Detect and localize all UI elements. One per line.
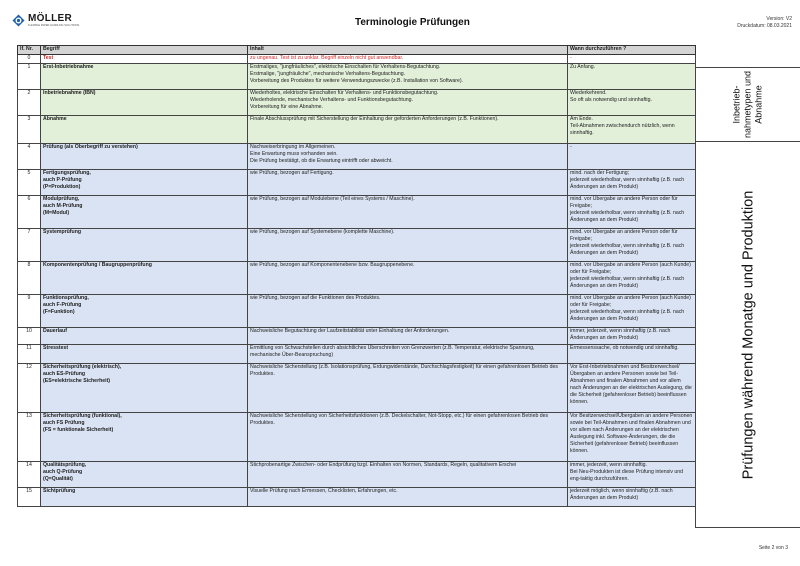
page-number: Seite 2 von 3: [758, 545, 788, 551]
content-cell: wie Prüfung, bezogen auf Systemebene (komplette Maschine).: [248, 229, 568, 262]
term-cell: Test: [41, 55, 248, 64]
content-cell: Ermittlung von Schwachstellen durch absichtliches Überschreiten von Grenzwerten (z.B. Temperatur, elektrische Spannung, mechanische Über-Beanspruchung): [248, 345, 568, 364]
print-date: Druckdatum: 08.03.2021: [737, 23, 792, 29]
table-row: [18, 90, 696, 116]
page-title: Terminologie Prüfungen: [355, 17, 470, 28]
term-cell: Stresstest: [41, 345, 248, 364]
content-cell: wie Prüfung, bezogen auf die Funktionen des Produktes.: [248, 295, 568, 328]
table-row: [18, 170, 696, 196]
table-row: [18, 295, 696, 328]
table-row: [18, 55, 696, 64]
when-cell: mind. vor Übergabe an andere Person oder für Freigabe; jederzeit wiederholbar, wenn sinnhaftig (z.B. nach Änderungen an dem Produkt): [568, 229, 696, 262]
content-cell: wie Prüfung, bezogen auf Modulebene (Teil eines Systems / Maschine).: [248, 196, 568, 229]
term-cell: Sichtprüfung: [41, 488, 248, 507]
row-number: 2: [18, 90, 41, 116]
column-header-content: Inhalt: [248, 46, 568, 55]
row-number: 6: [18, 196, 41, 229]
when-cell: -: [568, 55, 696, 64]
term-cell: Prüfung (als Oberbegriff zu verstehen): [41, 144, 248, 170]
when-cell: Am Ende. Teil-Abnahmen zwischendurch nützlich, wenn sinnhaftig.: [568, 116, 696, 144]
content-cell: zu ungenau. Test ist zu unklar. Begriff einzeln nicht gut anwendbar.: [248, 55, 568, 64]
group-commissioning-label: Inbetrieb-nahmetypen und Abnahme: [731, 70, 764, 139]
when-cell: Vor Erst-Inbetriebnahmen und Besitzerwechsel/Übergaben an andere Personen sowie bei Teil-Abnahmen und finalen Abnahmen und vor allem nach Änderungen an der elektrischen Auslegung, die die Sicherheit (gefahrenloser Betrieb) beeinflussen können.: [568, 364, 696, 413]
row-number: 5: [18, 170, 41, 196]
table-row: [18, 328, 696, 345]
table-row: [18, 345, 696, 364]
row-number: 11: [18, 345, 41, 364]
row-number: 10: [18, 328, 41, 345]
table-row: [18, 413, 696, 462]
row-number: 15: [18, 488, 41, 507]
term-cell: Abnahme: [41, 116, 248, 144]
when-cell: Wiederkehrend. So oft als notwendig und sinnhaftig.: [568, 90, 696, 116]
when-cell: Ermessenssache, ob notwendig und sinnhaftig.: [568, 345, 696, 364]
row-number: 12: [18, 364, 41, 413]
content-cell: Finale Abschlussprüfung mit Sicherstellung der Einhaltung der geforderten Anforderungen (z.B. Funktionen).: [248, 116, 568, 144]
logo-icon: [12, 14, 25, 27]
content-cell: wie Prüfung, bezogen auf Komponentenebene bzw. Baugruppenebene.: [248, 262, 568, 295]
when-cell: -: [568, 144, 696, 170]
row-number: 0: [18, 55, 41, 64]
row-number: 3: [18, 116, 41, 144]
column-header-term: Begriff: [41, 46, 248, 55]
term-cell: Sicherheitsprüfung (funktional), auch FS Prüfung (FS = funktionale Sicherheit): [41, 413, 248, 462]
group-production-label: Prüfungen während Monatge und Produktion: [740, 190, 756, 479]
table-row: [18, 144, 696, 170]
logo-tagline: FLEXIBLE PAPER HANDLING SOLUTIONS: [28, 24, 80, 27]
column-header-when: Wann durchzuführen ?: [568, 46, 696, 55]
table-row: [18, 488, 696, 507]
document-meta: [737, 16, 792, 30]
term-cell: Modulprüfung, auch M-Prüfung (M=Modul): [41, 196, 248, 229]
content-cell: Nachweisliche Begutachtung der Laufzeitstabilität unter Einhaltung der Anforderungen.: [248, 328, 568, 345]
when-cell: mind. vor Übergabe an andere Person (auch Kunde) oder für Freigabe; jederzeit wiederholbar, wenn sinnhaftig (z.B. nach Änderungen an dem Produkt): [568, 262, 696, 295]
row-number: 1: [18, 64, 41, 90]
term-cell: Fertigungsprüfung, auch P-Prüfung (P=Produktion): [41, 170, 248, 196]
version-label: Version: V2: [766, 16, 792, 22]
term-cell: Komponentenprüfung / Baugruppenprüfung: [41, 262, 248, 295]
table-row: [18, 262, 696, 295]
row-number: 13: [18, 413, 41, 462]
table-row: [18, 196, 696, 229]
row-number: 7: [18, 229, 41, 262]
when-cell: mind. vor Übergabe an andere Person (auch Kunde) oder für Freigabe; jederzeit wiederholbar, wenn sinnhaftig (z.B. nach Änderungen an dem Produkt): [568, 295, 696, 328]
content-cell: Nachweiserbringung im Allgemeinen. Eine Erwartung muss vorhanden sein. Die Prüfung bestätigt, ob die Erwartung eintrifft oder abweicht.: [248, 144, 568, 170]
term-cell: Sicherheitsprüfung (elektrisch), auch ES-Prüfung (ES=elektrische Sicherheit): [41, 364, 248, 413]
term-cell: Funktionsprüfung, auch F-Prüfung (F=Funktion): [41, 295, 248, 328]
term-cell: Systemprüfung: [41, 229, 248, 262]
table-row: [18, 229, 696, 262]
row-number: 9: [18, 295, 41, 328]
term-cell: Erst-Inbetriebnahme: [41, 64, 248, 90]
column-header-nr: lf. Nr.: [18, 46, 41, 55]
row-number: 14: [18, 462, 41, 488]
terminology-table: [17, 45, 696, 507]
when-cell: Zu Anfang.: [568, 64, 696, 90]
content-cell: Stichprobenartige Zwischen- oder Endprüfung bzgl. Einhalten von Normen, Standards, Regeln, qualitativem Erschei: [248, 462, 568, 488]
when-cell: Vor Besitzerwechsel/Übergaben an andere Personen sowie bei Teil-Abnahmen und finalen Abnahmen und vor allem nach Änderungen an der elektrischen Auslegung inkl. Software-Änderungen, die die Sicherheit (gefahrenloser Betrieb) beeinflussen können.: [568, 413, 696, 462]
row-number: 4: [18, 144, 41, 170]
term-cell: Qualitätsprüfung, auch Q-Prüfung (Q=Qualität): [41, 462, 248, 488]
group-production: [695, 141, 800, 528]
when-cell: mind. vor Übergabe an andere Person oder für Freigabe; jederzeit wiederholbar, wenn sinnhaftig (z.B. nach Änderungen an dem Produkt): [568, 196, 696, 229]
logo-name: MÖLLER: [28, 13, 73, 24]
table-header-row: [18, 46, 696, 55]
group-commissioning: [695, 67, 800, 142]
table-row: [18, 116, 696, 144]
content-cell: Nachweisliche Sicherstellung (z.B. Isolationsprüfung, Erdungwiderstände, Durchschlagsfestigkeit) für einen gefahrenlosen Betrieb des Produktes.: [248, 364, 568, 413]
when-cell: mind. nach der Fertigung; jederzeit wiederholbar, wenn sinnhaftig (z.B. nach Änderungen an dem Produkt): [568, 170, 696, 196]
content-cell: Nachweisliche Sicherstellung von Sicherheitsfunktionen (z.B. Deckelschalter, Not-Stopp, etc.) für einen gefahrenlosen Betrieb des Produktes.: [248, 413, 568, 462]
table-row: [18, 64, 696, 90]
when-cell: immer, jederzeit, wenn sinnhaftig. Bei Neu-Produkten ist diese Prüfung intensiv und eng-taktig durchzuführen.: [568, 462, 696, 488]
table-row: [18, 364, 696, 413]
content-cell: Visuelle Prüfung nach Ermessen, Checklisten, Erfahrungen, etc.: [248, 488, 568, 507]
row-number: 8: [18, 262, 41, 295]
content-cell: Wiederholtes, elektrische Einschalten für Verhaltens- und Funktionsbegutachtung. Wiederholende, mechanische Verhaltens- und Funktionsbegutachtung. Vorbereitung für eine Abnahme.: [248, 90, 568, 116]
company-logo: [12, 14, 79, 28]
term-cell: Inbetriebnahme (IBN): [41, 90, 248, 116]
when-cell: jederzeit möglich, wenn sinnhaftig (z.B. nach Änderungen an dem Produkt): [568, 488, 696, 507]
when-cell: immer, jederzeit, wenn sinnhaftig (z.B. nach Änderungen an dem Produkt): [568, 328, 696, 345]
term-cell: Dauerlauf: [41, 328, 248, 345]
table-row: [18, 462, 696, 488]
content-cell: Erstmaliges, "jungfräuliches", elektrische Einschalten für Verhaltens-Begutachtung. Erstmalige, "jungfräuliche", mechanische Verhaltens-Begutachtung. Vorbereitung des Produktes für weitere Verwendungszwecke (z.B. Installation von Software).: [248, 64, 568, 90]
content-cell: wie Prüfung, bezogen auf Fertigung.: [248, 170, 568, 196]
